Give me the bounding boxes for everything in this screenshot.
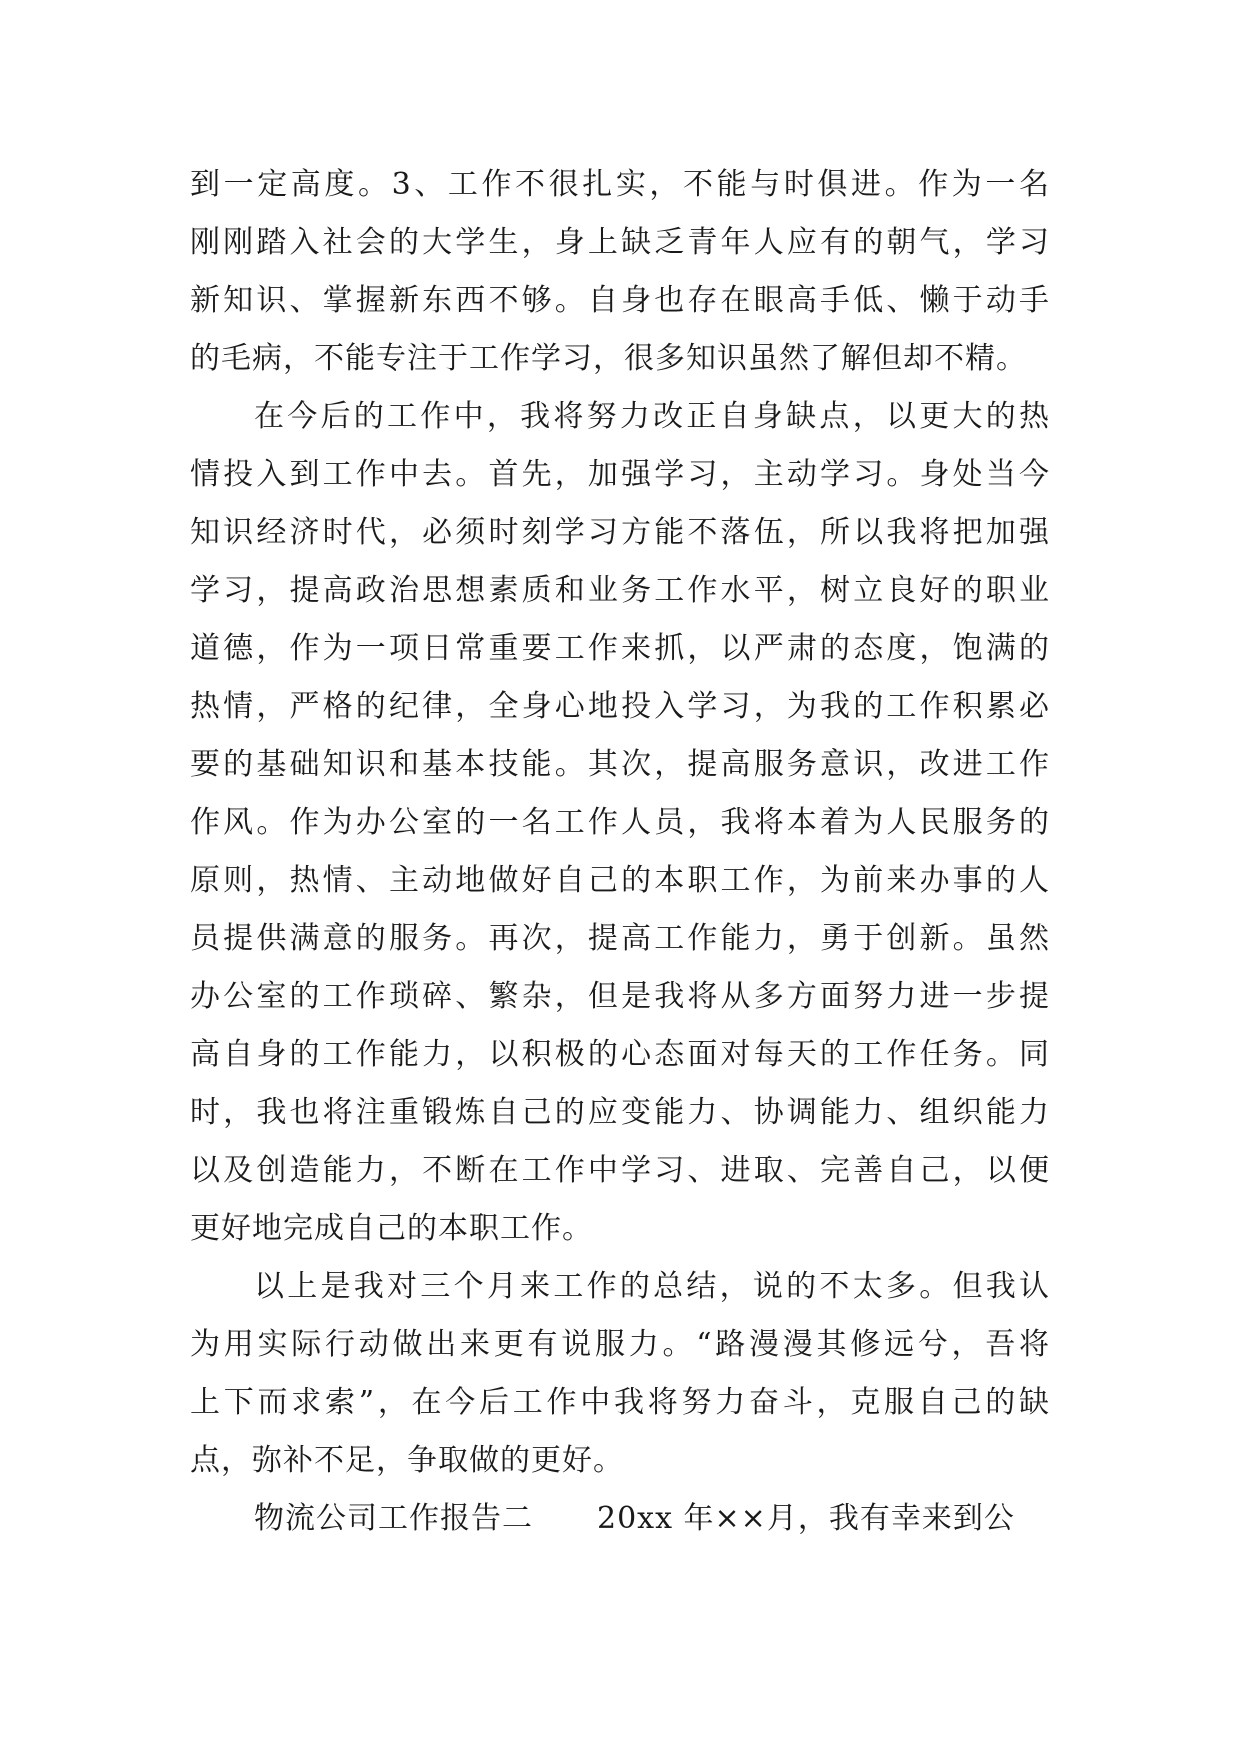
text-line: 刚刚踏入社会的大学生，身上缺乏青年人应有的朝气，学习 (190, 225, 1050, 260)
text-line: 道德，作为一项日常重要工作来抓，以严肃的态度，饱满的 (190, 631, 1050, 666)
text-line: 热情，严格的纪律，全身心地投入学习，为我的工作积累必 (190, 689, 1050, 724)
section-start-line (190, 1490, 1050, 1548)
text-line: 学习，提高政治思想素质和业务工作水平，树立良好的职业 (190, 573, 1050, 608)
text-line: 上下而求索”，在今后工作中我将努力奋斗，克服自己的缺 (190, 1385, 1050, 1420)
text-line: 情投入到工作中去。首先，加强学习，主动学习。身处当今 (190, 457, 1050, 492)
paragraph-start-line: 在今后的工作中，我将努力改正自身缺点，以更大的热 (254, 399, 1050, 434)
paragraph-start-line: 以上是我对三个月来工作的总结，说的不太多。但我认 (254, 1269, 1050, 1304)
text-line: 新知识、掌握新东西不够。自身也存在眼高手低、懒于动手 (190, 283, 1050, 318)
text-line: 知识经济时代，必须时刻学习方能不落伍，所以我将把加强 (190, 515, 1050, 550)
text-line: 办公室的工作琐碎、繁杂，但是我将从多方面努力进一步提 (190, 979, 1050, 1014)
text-line: 高自身的工作能力，以积极的心态面对每天的工作任务。同 (190, 1037, 1050, 1072)
text-line: 以及创造能力，不断在工作中学习、进取、完善自己，以便 (190, 1153, 1050, 1188)
body-text (190, 156, 1050, 1548)
text-line: 为用实际行动做出来更有说服力。“路漫漫其修远兮，吾将 (190, 1327, 1050, 1362)
text-line: 时，我也将注重锻炼自己的应变能力、协调能力、组织能力 (190, 1095, 1050, 1130)
text-line: 作风。作为办公室的一名工作人员，我将本着为人民服务的 (190, 805, 1050, 840)
text-line: 原则，热情、主动地做好自己的本职工作，为前来办事的人 (190, 863, 1050, 898)
text-line: 要的基础知识和基本技能。其次，提高服务意识，改进工作 (190, 747, 1050, 782)
text-line: 的毛病，不能专注于工作学习，很多知识虽然了解但却不精。 (190, 341, 1027, 376)
text-line: 到一定高度。3、工作不很扎实，不能与时俱进。作为一名 (190, 167, 1050, 202)
section-title: 物流公司工作报告二 (254, 1501, 533, 1536)
text-line: 更好地完成自己的本职工作。 (190, 1211, 593, 1246)
section-text: 20xx 年××月，我有幸来到公 (597, 1501, 1015, 1536)
text-line: 员提供满意的服务。再次，提高工作能力，勇于创新。虽然 (190, 921, 1050, 956)
text-line: 点，弥补不足，争取做的更好。 (190, 1443, 624, 1478)
